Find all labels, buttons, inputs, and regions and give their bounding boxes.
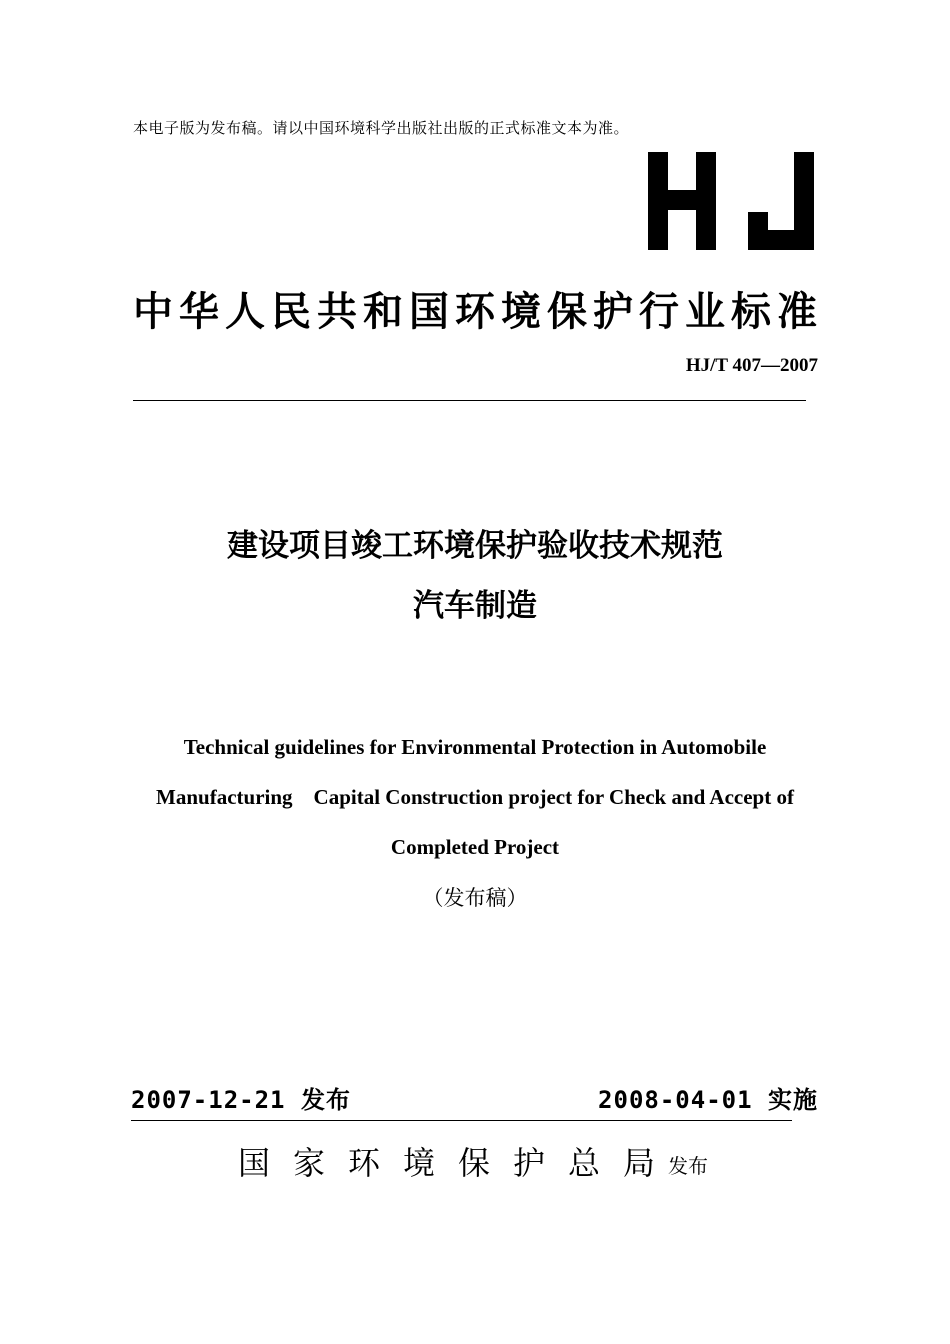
- draft-notice: 本电子版为发布稿。请以中国环境科学出版社出版的正式标准文本为准。: [133, 119, 630, 137]
- title-en-line3: Completed Project: [390, 835, 560, 859]
- standard-code: HJ/T 407—2007: [685, 355, 818, 376]
- footer-divider: [131, 1120, 792, 1121]
- title-cn-line2: 汽车制造: [413, 588, 537, 624]
- title-cn-line1: 建设项目竣工环境保护验收技术规范: [227, 528, 723, 564]
- title-en-line1: Technical guidelines for Environmental Protection in Automobile: [183, 735, 767, 759]
- issue-date: 2007-12-21 发布: [131, 1086, 351, 1114]
- standard-category-title: 中华人民共和国环境保护行业标准: [133, 289, 823, 335]
- title-en-line2: Manufacturing Capital Construction project for Check and Accept of: [156, 785, 794, 809]
- publisher-name: 国家环境保护总局: [238, 1144, 679, 1182]
- header-divider: [133, 400, 806, 401]
- hj-logo: [648, 152, 814, 252]
- publisher-suffix: 发布: [668, 1154, 708, 1178]
- draft-label: （发布稿）: [422, 886, 528, 910]
- implementation-date: 2008-04-01 实施: [598, 1086, 818, 1114]
